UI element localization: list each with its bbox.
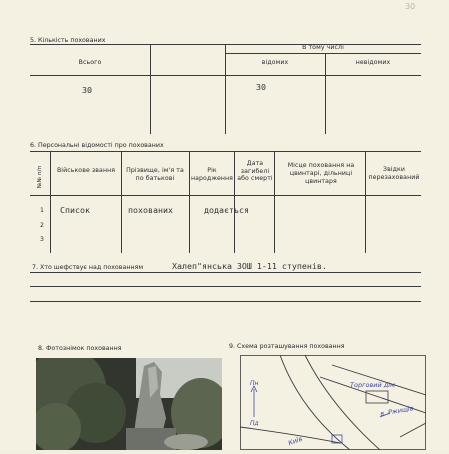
section6-row1-rank: Список xyxy=(60,205,90,215)
map-label-shop: Торговий дім xyxy=(350,381,396,389)
map-label-kiev: Київ xyxy=(287,434,304,448)
section5-col-unknown: невідомих xyxy=(355,59,391,66)
section6-divider-1 xyxy=(50,152,51,253)
section5-col-known: відомих xyxy=(261,59,289,66)
location-map-drawing xyxy=(240,355,426,450)
section6-top-rule xyxy=(30,151,421,152)
section6-divider-5 xyxy=(274,152,275,253)
section6-divider-3 xyxy=(189,152,190,253)
section5-divider-3 xyxy=(325,54,326,134)
section7-rule-2 xyxy=(30,286,421,287)
map-label-street: в. Ржищів xyxy=(379,404,415,418)
svg-text:Пд: Пд xyxy=(250,420,259,427)
section5-in-total-header: В тому числі xyxy=(302,44,344,51)
section6-col-death: Дата загибелі або смерті xyxy=(237,160,273,182)
section6-row-1: 1 xyxy=(40,207,45,214)
section6-header-rule xyxy=(30,195,421,196)
section5-total-value: 30 xyxy=(82,85,92,95)
grave-photo xyxy=(36,358,222,450)
section6-row-2: 2 xyxy=(40,222,45,229)
section5-title: 5. Кількість похованих xyxy=(30,37,106,44)
section6-row1-year: додається xyxy=(204,205,249,215)
section5-col-total: Всього xyxy=(78,59,102,66)
section9-title: 9. Схема розташування поховання xyxy=(229,343,345,350)
section6-col-name: Прізвище, ім'я та по батькові xyxy=(126,167,184,182)
section6-divider-4 xyxy=(234,152,235,253)
svg-text:Пн: Пн xyxy=(250,380,259,387)
section6-col-rank: Військове звання xyxy=(56,167,116,174)
section6-title: 6. Персональні відомості про похованих xyxy=(30,142,164,149)
grave-photo-image xyxy=(36,358,222,450)
section6-col-year: Рік народження xyxy=(190,167,234,182)
section5-sub-rule xyxy=(225,53,421,54)
section5-divider-2 xyxy=(225,44,226,134)
section6-divider-2 xyxy=(121,152,122,253)
page-number: 30 xyxy=(405,2,416,11)
section6-col-source: Звідки перезахований xyxy=(368,166,420,181)
section8-title: 8. Фотознімок поховання xyxy=(38,345,122,352)
location-map xyxy=(240,355,426,450)
section7-rule-1 xyxy=(30,272,421,273)
section6-divider-6 xyxy=(365,152,366,253)
section7-value: Халеп"янська ЗОШ 1-11 ступенів. xyxy=(172,261,327,271)
section5-known-value: 30 xyxy=(256,82,266,92)
section6-row1-name: похованих xyxy=(128,205,173,215)
section7-rule-3 xyxy=(30,301,421,302)
section6-col-place: Місце поховання на цвинтарі, дільниці цвинтаря xyxy=(287,162,355,185)
section5-divider-1 xyxy=(150,44,151,134)
section6-col-num: №№ п/п xyxy=(37,165,43,189)
section6-row-3: 3 xyxy=(40,236,45,243)
section7-label: 7. Хто шефствує над похованням xyxy=(32,264,144,271)
